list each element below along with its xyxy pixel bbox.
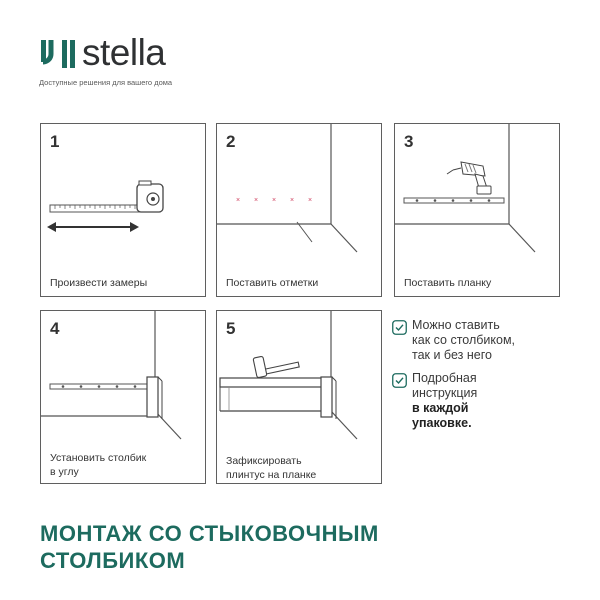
note-item xyxy=(392,371,562,431)
svg-text:×: × xyxy=(290,197,295,204)
note-bold-line: упаковке. xyxy=(412,416,472,430)
step-number: 2 xyxy=(226,132,236,151)
step-number: 5 xyxy=(226,319,236,338)
step-card-5 xyxy=(216,310,382,484)
notes-list xyxy=(392,318,562,431)
note-line: Можно ставить xyxy=(412,318,500,332)
note-line: Подробная xyxy=(412,371,477,385)
note-line: как со столбиком, xyxy=(412,333,516,347)
page-title-line1: МОНТАЖ СО СТЫКОВОЧНЫМ xyxy=(40,521,379,546)
note-item xyxy=(392,318,562,363)
wall-marks-icon xyxy=(217,124,383,298)
brand-tagline: Доступные решения для вашего дома xyxy=(39,78,173,87)
note-bold-line: в каждой xyxy=(412,401,469,415)
step-caption-line2: плинтус на планке xyxy=(226,469,317,481)
step-card-4 xyxy=(40,310,206,484)
step-number: 1 xyxy=(50,132,60,151)
tape-measure-icon xyxy=(41,124,207,298)
note-line: инструкция xyxy=(412,386,478,400)
check-icon xyxy=(392,373,407,388)
step-caption: Поставить планку xyxy=(404,277,492,289)
page-title xyxy=(40,520,379,574)
stella-logo-icon xyxy=(38,38,76,70)
step-card-3 xyxy=(394,123,560,297)
step-card-1 xyxy=(40,123,206,297)
step-caption-line1: Зафиксировать xyxy=(226,455,302,467)
svg-text:×: × xyxy=(308,197,313,204)
step-caption: Произвести замеры xyxy=(50,277,148,289)
check-icon xyxy=(392,320,407,335)
step-caption-line2: в углу xyxy=(50,466,79,478)
svg-text:×: × xyxy=(254,197,259,204)
note-line: так и без него xyxy=(412,348,492,362)
drill-icon xyxy=(395,124,561,298)
brand-name: stella xyxy=(82,32,166,73)
step-number: 3 xyxy=(404,132,414,151)
page-title-line2: СТОЛБИКОМ xyxy=(40,548,186,573)
svg-text:×: × xyxy=(272,197,277,204)
svg-text:×: × xyxy=(236,197,241,204)
step-number: 4 xyxy=(50,319,60,338)
step-caption-line1: Установить столбик xyxy=(50,452,147,464)
brand-logo xyxy=(38,32,278,92)
step-card-2 xyxy=(216,123,382,297)
step-caption: Поставить отметки xyxy=(226,277,319,289)
